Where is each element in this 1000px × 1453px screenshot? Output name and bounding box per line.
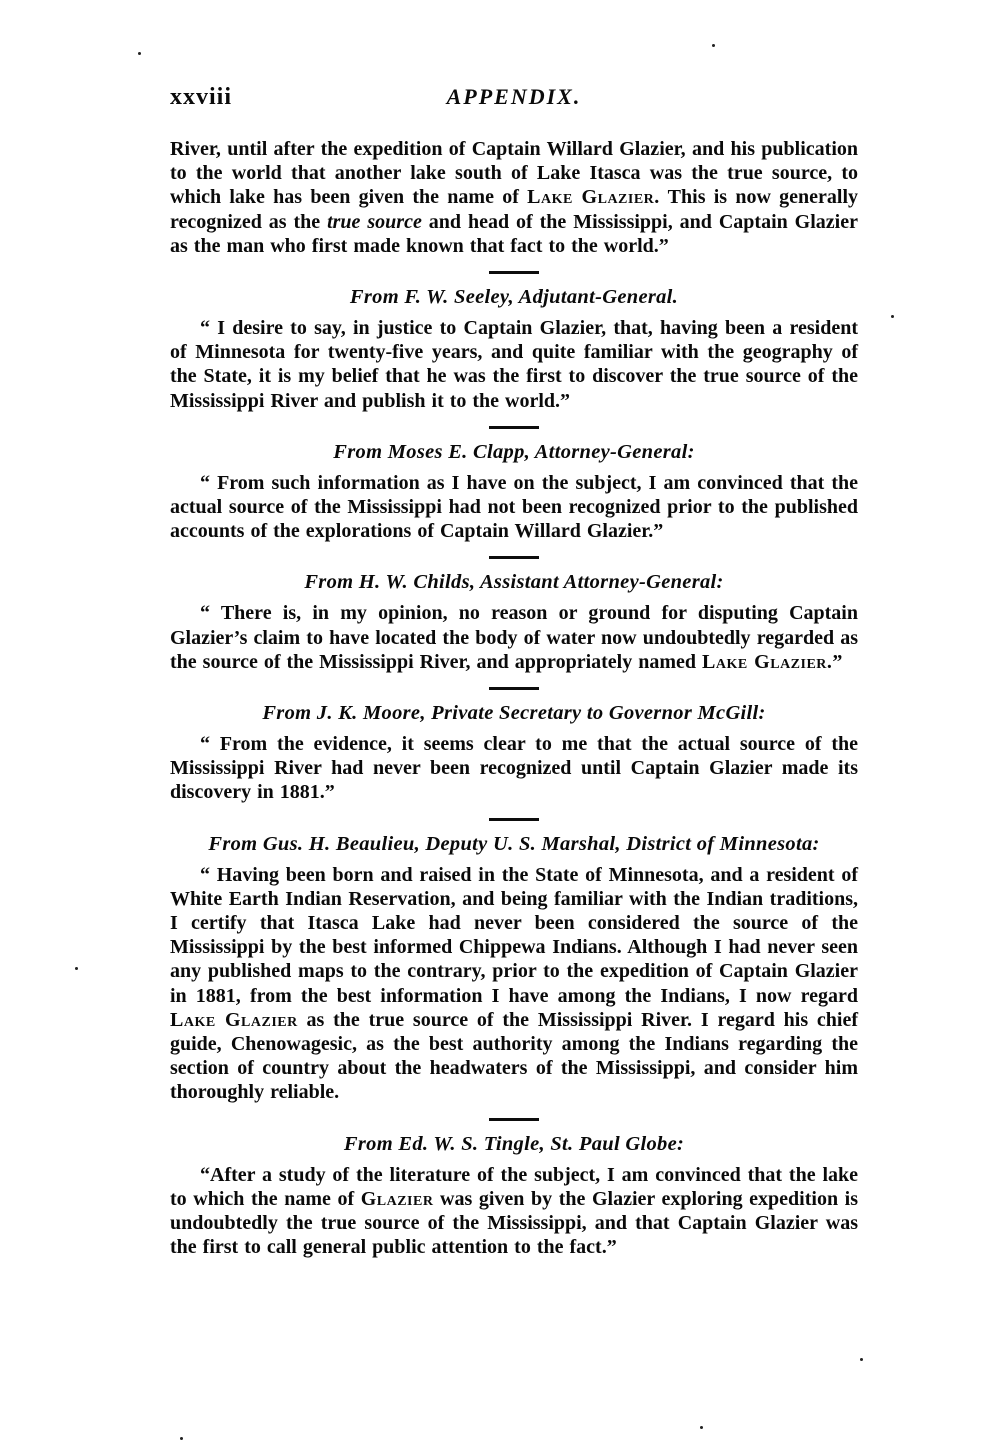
section-divider	[489, 271, 539, 274]
section-divider	[489, 426, 539, 429]
page-content	[170, 137, 858, 1260]
running-head: APPENDIX.	[446, 84, 582, 109]
page-header	[170, 84, 858, 111]
section-divider	[489, 818, 539, 821]
scan-speck	[138, 52, 141, 55]
paragraph-childs: “ There is, in my opinion, no reason or ground for disputing Captain Glazier’s claim to have located the body of water now undoubtedly regarded as the source of the Mississippi River, and appropriately named Lake Glazier.”	[170, 602, 858, 673]
scan-speck	[700, 1426, 703, 1429]
section-heading-beaulieu: From Gus. H. Beaulieu, Deputy U. S. Marshal, District of Minnesota:	[208, 832, 820, 855]
section-heading-tingle: From Ed. W. S. Tingle, St. Paul Globe:	[343, 1132, 685, 1155]
scan-speck	[891, 315, 894, 318]
paragraph-clapp: “ From such information as I have on the subject, I am convinced that the actual source of the Mississippi had not been recognized prior to the published accounts of the explorations of Captain Willard Glazier.”	[170, 471, 858, 543]
section-divider	[489, 556, 539, 559]
section-heading-moore: From J. K. Moore, Private Secretary to Governor McGill:	[262, 702, 766, 725]
section-divider	[489, 1118, 539, 1121]
section-divider	[489, 687, 539, 690]
paragraph-moore: “ From the evidence, it seems clear to me that the actual source of the Mississippi River had never been recognized until Captain Glazier made its discovery in 1881.”	[170, 733, 858, 804]
paragraph-beaulieu: “ Having been born and raised in the State of Minnesota, and a resident of White Earth Indian Reservation, and being familiar with the Indian traditions, I certify that Itasca Lake had never been considered the source of the Mississippi by the best informed Chippewa Indians. Although I had never seen any published maps to the contrary, prior to the expedition of Captain Glazier in 1881, from the best information I have among the Indians, I now regard Lake Glazier as the true source of the Mississippi River. I regard his chief guide, Chenowagesic, as the best authority among the Indians regarding the section of country about the headwaters of the Mississippi, and consider him thoroughly reliable.	[170, 863, 859, 1104]
section-heading-seeley: From F. W. Seeley, Adjutant-General.	[349, 286, 679, 309]
paragraph-tingle: “After a study of the literature of the subject, I am convinced that the lake to which the name of Glazier was given by the Glazier exploring expedition is undoubtedly the true source of the Mississippi, and that Captain Glazier was the first to call general public attention to the fact.”	[170, 1163, 859, 1259]
scan-speck	[75, 967, 78, 970]
scan-speck	[180, 1437, 183, 1440]
page-number: xxviii	[170, 84, 233, 110]
section-heading-clapp: From Moses E. Clapp, Attorney-General:	[333, 440, 695, 463]
scan-speck	[712, 44, 715, 47]
paragraph-continuation: River, until after the expedition of Captain Willard Glazier, and his publication to the world that another lake south of Lake Itasca was the true source, to which lake has been given the name of Lake Glazier. This is now generally recognized as the true source and head of the Mississippi, and Captain Glazier as the man who first made known that fact to the world.”	[170, 138, 859, 257]
section-heading-childs: From H. W. Childs, Assistant Attorney-General:	[304, 571, 724, 594]
paragraph-seeley: “ I desire to say, in justice to Captain Glazier, that, having been a resident of Minnesota for twenty-five years, and quite familiar with the geography of the State, it is my belief that he was the first to discover the true source of the Mississippi River and publish it to the world.”	[170, 317, 858, 412]
scan-speck	[860, 1358, 863, 1361]
